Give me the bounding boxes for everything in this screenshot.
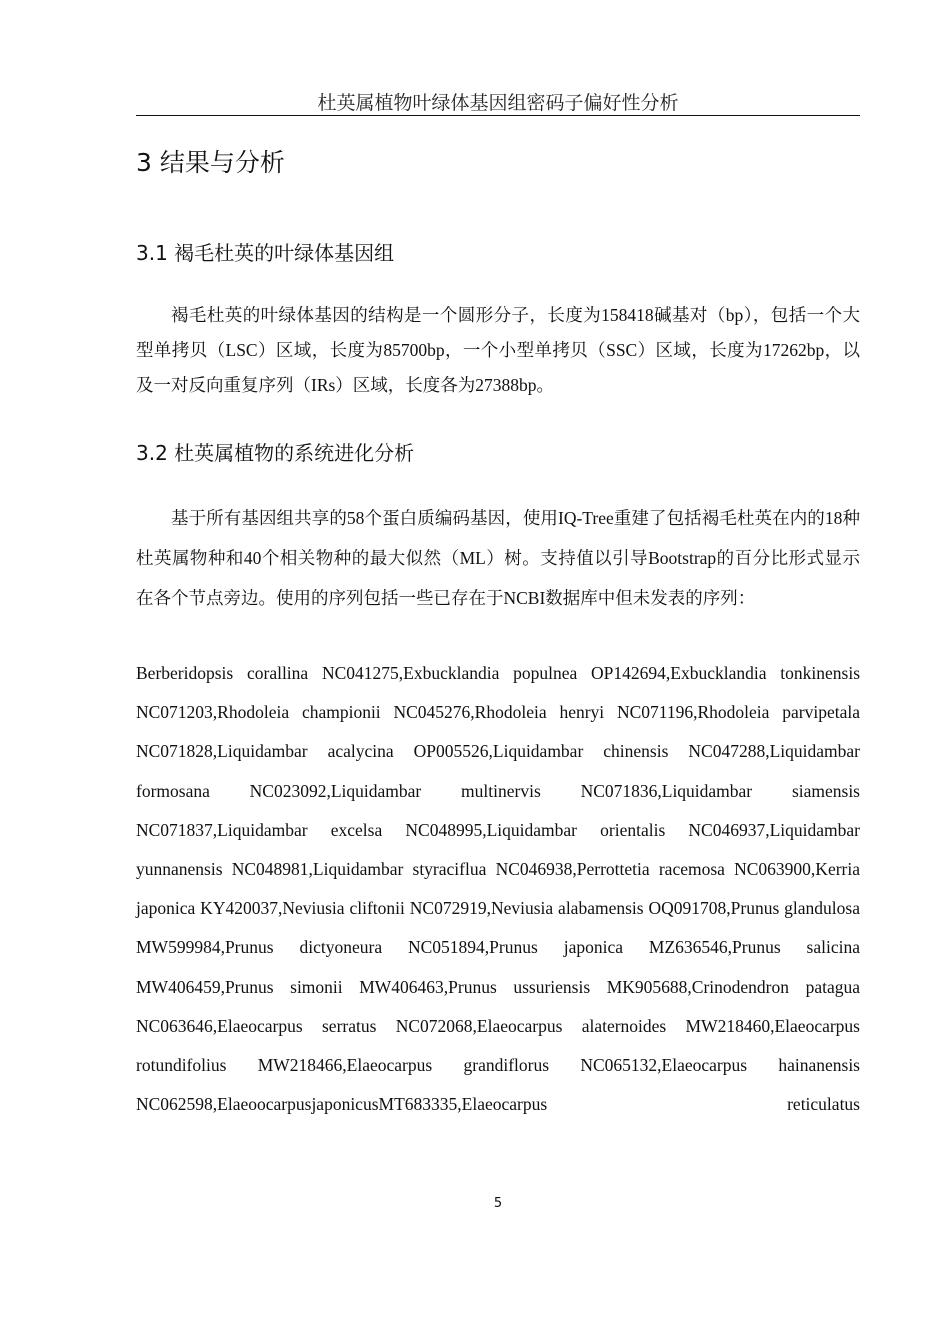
page-number: 5 xyxy=(493,1196,503,1211)
subsection-title-3-1: 3.1 褐毛杜英的叶绿体基因组 xyxy=(136,241,395,265)
paragraph-genome-structure: 褐毛杜英的叶绿体基因的结构是一个圆形分子，长度为158418碱基对（bp），包括一个大型单拷贝（LSC）区域，长度为85700bp，一个小型单拷贝（SSC）区域，长度为17262bp，以及一对反向重复序列（IRs）区域，长度各为27388bp。 xyxy=(136,305,860,395)
section-title: 3 结果与分析 xyxy=(136,148,285,177)
header-rule xyxy=(136,115,860,116)
running-header: 杜英属植物叶绿体基因组密码子偏好性分析 xyxy=(317,92,679,114)
subsection-title-3-2: 3.2 杜英属植物的系统进化分析 xyxy=(136,441,415,465)
sequence-accession-list: Berberidopsis corallina NC041275,Exbucklandia populnea OP142694,Exbucklandia tonkinensis NC071203,Rhodoleia championii NC045276,Rhodoleia henryi NC071196,Rhodoleia parvipetala NC071828,Liquidambar acalycina OP005526,Liquidambar chinensis NC047288,Liquidambar formosana NC023092,Liquidambar multinervis NC071836,Liquidambar siamensis NC071837,Liquidambar excelsa NC048995,Liquidambar orientalis NC046937,Liquidambar yunnanensis NC048981,Liquidambar styraciflua NC046938,Perrottetia racemosa NC063900,Kerria japonica KY420037,Neviusia cliftonii NC072919,Neviusia alabamensis OQ091708,Prunus glandulosa MW599984,Prunus dictyoneura NC051894,Prunus japonica MZ636546,Prunus salicina MW406459,Prunus simonii MW406463,Prunus ussuriensis MK905688,Crinodendron patagua NC063646,Elaeocarpus serratus NC072068,Elaeocarpus alaternoides MW218460,Elaeocarpus rotundifolius MW218466,Elaeocarpus grandiflorus NC065132,Elaeocarpus hainanensis NC062598,ElaeoocarpusjaponicusMT683335,Elaeocarpus reticulatus xyxy=(136,663,860,1115)
paragraph-phylogeny: 基于所有基因组共享的58个蛋白质编码基因，使用IQ-Tree重建了包括褐毛杜英在内的18种杜英属物种和40个相关物种的最大似然（ML）树。支持值以引导Bootstrap的百分比形式显示在各个节点旁边。使用的序列包括一些已存在于NCBI数据库中但未发表的序列： xyxy=(136,508,860,608)
